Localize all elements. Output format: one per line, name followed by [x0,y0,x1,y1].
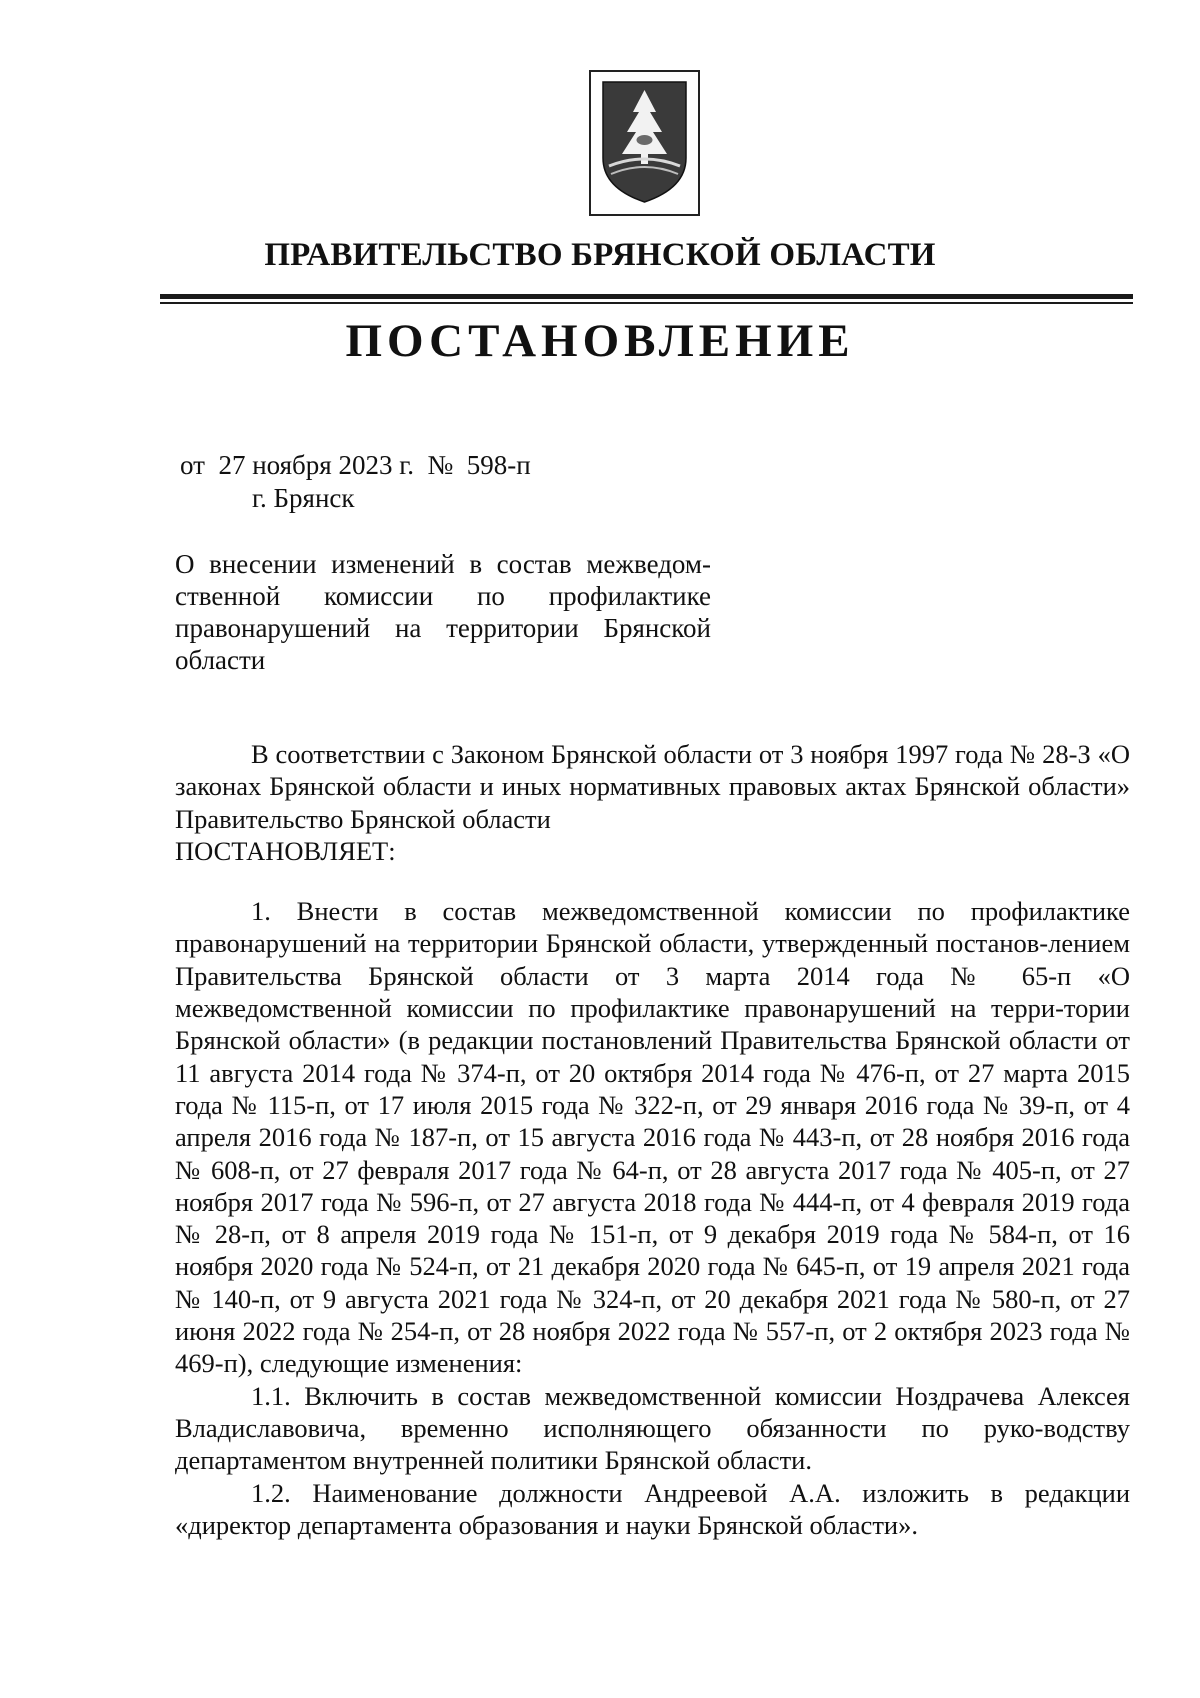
document-type-title: ПОСТАНОВЛЕНИЕ [345,315,855,367]
document-subject: О внесении изменений в состав межведом-ственной комиссии по профилактике правонарушений на территории Брянской области [175,549,711,675]
item-1-1-paragraph: 1.1. Включить в состав межведомственной комиссии Ноздрачева Алексея Владиславовича, временно исполняющего обязанности по руко-водству департаментом внутренней политики Брянской области. [175,1380,1130,1476]
header-rule-thick [160,294,1133,299]
document-date-number: от 27 ноября 2023 г. № 598-п [180,450,531,480]
item-1-2-paragraph: 1.2. Наименование должности Андреевой А.А. изложить в редакции «директор департамента образования и науки Брянской области». [175,1477,1130,1540]
document-body [175,738,1130,1541]
preamble-paragraph: В соответствии с Законом Брянской области от 3 ноября 1997 года № 28-З «О законах Брянской области и иных нормативных правовых актах Брянской области» Правительство Брянской области [175,739,1130,834]
decree-word: ПОСТАНОВЛЯЕТ: [175,835,396,866]
item-1-paragraph: 1. Внести в состав межведомственной комиссии по профилактике правонарушений на территории Брянской области, утвержденный постанов-лением Правительства Брянской области от 3 марта 2014 года № 65-п «О межведомственной комиссии по профилактике правонарушений на терри-тории Брянской области» (в редакции постановлений Правительства Брянской области от 11 августа 2014 года № 374-п, от 20 октября 2014 года № 476-п, от 27 марта 2015 года № 115-п, от 17 июля 2015 года № 322-п, от 29 января 2016 года № 39-п, от 4 апреля 2016 года № 187-п, от 15 августа 2016 года № 443-п, от 28 ноября 2016 года № 608-п, от 27 февраля 2017 года № 64-п, от 28 августа 2017 года № 405-п, от 27 ноября 2017 года № 596-п, от 27 августа 2018 года № 444-п, от 4 февраля 2019 года № 28-п, от 8 апреля 2019 года № 151-п, от 9 декабря 2019 года № 584-п, от 16 ноября 2020 года № 524-п, от 21 декабря 2020 года № 645-п, от 19 апреля 2021 года № 140-п, от 9 августа 2021 года № 324-п, от 20 декабря 2021 года № 580-п, от 27 июня 2022 года № 254-п, от 28 ноября 2022 года № 557-п, от 2 октября 2023 года № 469-п), следующие изменения: [175,896,1130,1379]
document-place: г. Брянск [252,483,355,513]
government-title: ПРАВИТЕЛЬСТВО БРЯНСКОЙ ОБЛАСТИ [264,237,936,273]
header-rule-thin [160,302,1133,304]
coat-of-arms-icon [589,70,700,216]
